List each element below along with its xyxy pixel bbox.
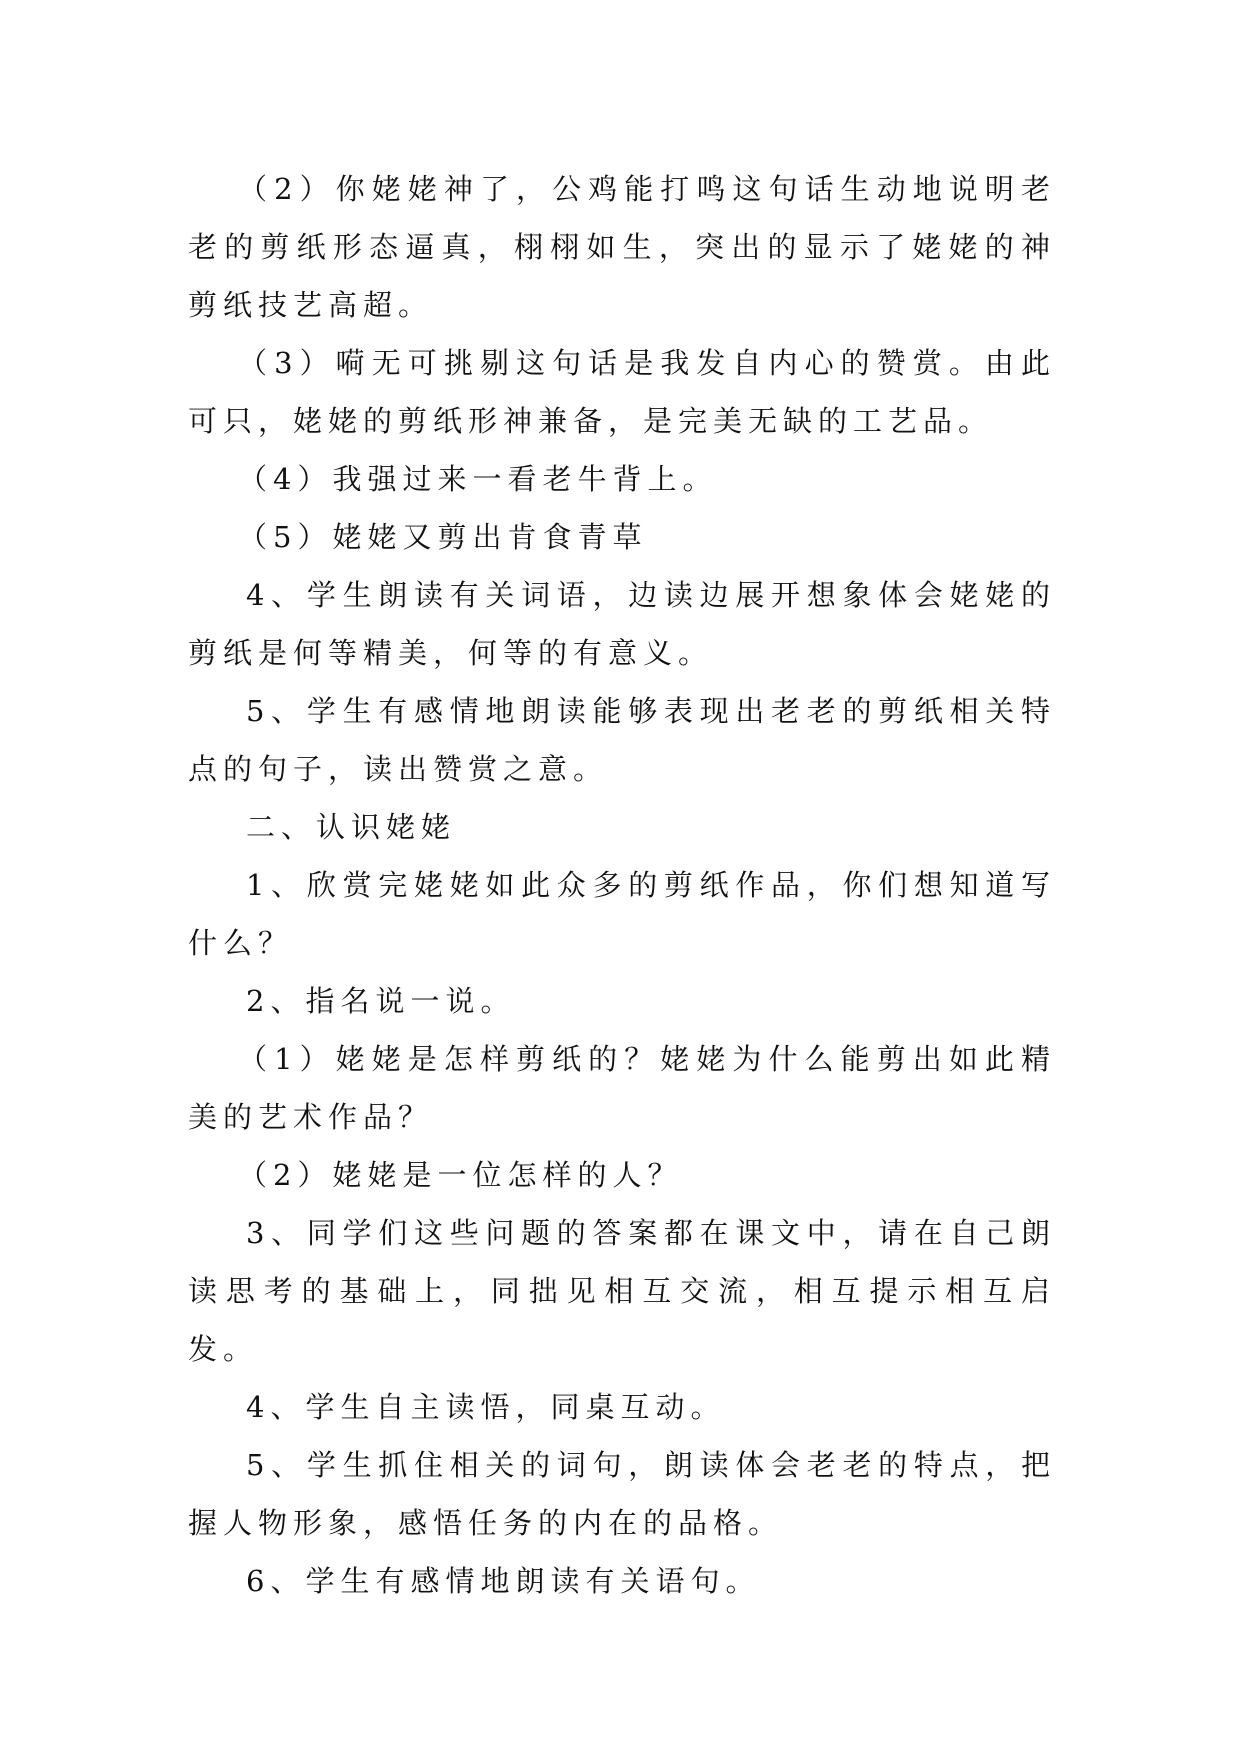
paragraph-sub-3: （3）嗬无可挑剔这句话是我发自内心的赞赏。由此可只，姥姥的剪纸形神兼备，是完美无缺的工艺品。 bbox=[188, 346, 1056, 438]
paragraph-sub-5: （5）姥姥又剪出肯食青草 bbox=[238, 520, 648, 554]
paragraph-sub-2: （2）你姥姥神了，公鸡能打鸣这句话生动地说明老老的剪纸形态逼真，栩栩如生，突出的显示了姥姥的神剪纸技艺高超。 bbox=[188, 172, 1056, 322]
paragraph-step-2: 2、指名说一说。 bbox=[246, 984, 516, 1018]
paragraph-step-4b: 4、学生自主读悟，同桌互动。 bbox=[246, 1390, 726, 1424]
paragraph-step-5: 5、学生有感情地朗读能够表现出老老的剪纸相关特点的句子，读出赞赏之意。 bbox=[188, 694, 1056, 786]
paragraph-step-1: 1、欣赏完姥姥如此众多的剪纸作品，你们想知道写什么？ bbox=[188, 868, 1056, 960]
paragraph-step-5b: 5、学生抓住相关的词句，朗读体会老老的特点，把握人物形象，感悟任务的内在的品格。 bbox=[188, 1448, 1056, 1540]
section-heading: 二、认识姥姥 bbox=[246, 810, 457, 844]
paragraph-question-2: （2）姥姥是一位怎样的人？ bbox=[238, 1158, 683, 1192]
paragraph-step-4: 4、学生朗读有关词语，边读边展开想象体会姥姥的剪纸是何等精美，何等的有意义。 bbox=[188, 578, 1056, 670]
paragraph-step-3: 3、同学们这些问题的答案都在课文中，请在自己朗读思考的基础上，同拙见相互交流，相互提示相互启发。 bbox=[188, 1216, 1056, 1366]
paragraph-sub-4: （4）我强过来一看老牛背上。 bbox=[238, 462, 718, 496]
document-body bbox=[188, 160, 1056, 1610]
paragraph-question-1: （1）姥姥是怎样剪纸的？姥姥为什么能剪出如此精美的艺术作品？ bbox=[188, 1042, 1056, 1134]
paragraph-step-6: 6、学生有感情地朗读有关语句。 bbox=[246, 1564, 761, 1598]
